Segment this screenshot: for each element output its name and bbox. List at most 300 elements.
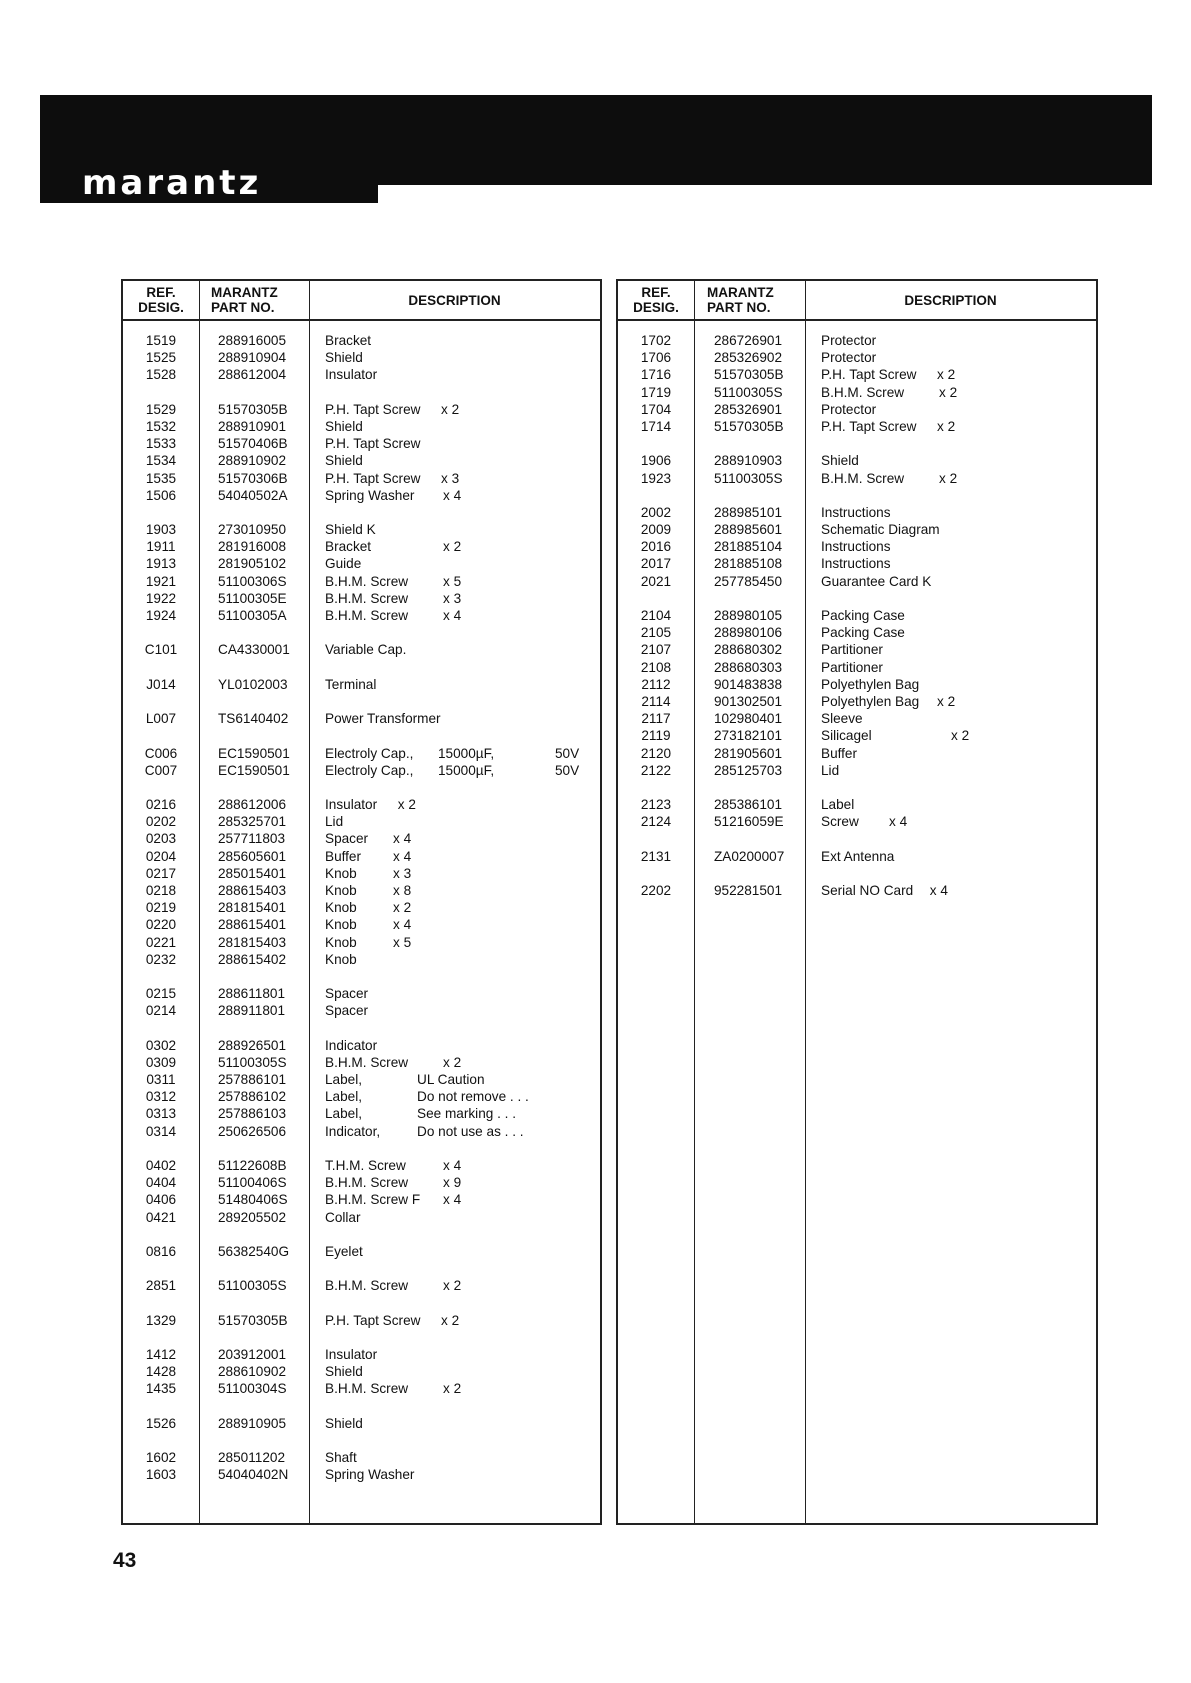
ref-desig: 2107 bbox=[640, 642, 672, 658]
part-no: 51480406S bbox=[218, 1192, 288, 1208]
description: Collar bbox=[325, 1209, 361, 1225]
ref-desig: 0816 bbox=[145, 1243, 177, 1259]
part-no: 51570305B bbox=[714, 367, 784, 383]
ref-desig: 1412 bbox=[145, 1347, 177, 1363]
ref-desig: 1702 bbox=[640, 333, 672, 348]
ref-desig: 1435 bbox=[145, 1381, 177, 1397]
description: Bracket bbox=[325, 539, 372, 555]
table-row bbox=[123, 745, 600, 762]
part-no: 51122608B bbox=[218, 1158, 287, 1173]
table-row bbox=[123, 641, 600, 658]
quantity: x 2 bbox=[443, 1054, 462, 1070]
table-row bbox=[123, 813, 600, 830]
part-no: 51100305S bbox=[714, 470, 783, 486]
table-row bbox=[123, 1002, 600, 1019]
ref-desig: 2021 bbox=[640, 573, 672, 589]
table-row bbox=[123, 349, 600, 366]
description: Indicator, bbox=[325, 1123, 381, 1139]
quantity: x 2 bbox=[443, 1278, 462, 1294]
ref-desig: 2114 bbox=[641, 693, 671, 709]
description: Insulator bbox=[325, 1347, 378, 1363]
description: B.H.M. Screw bbox=[325, 1381, 409, 1397]
spacer-row bbox=[123, 1020, 600, 1037]
ref-desig: 0402 bbox=[145, 1158, 177, 1173]
ref-desig: C006 bbox=[144, 745, 178, 761]
description: P.H. Tapt Screw bbox=[325, 436, 421, 452]
table-row bbox=[618, 555, 1096, 572]
description: Terminal bbox=[325, 676, 377, 692]
part-no: 285125703 bbox=[714, 762, 783, 778]
table-row bbox=[123, 1174, 600, 1191]
ref-desig: 1911 bbox=[146, 539, 176, 555]
part-no: 102980401 bbox=[714, 711, 783, 727]
part-no: 288985601 bbox=[714, 522, 783, 538]
part-no: 288910902 bbox=[218, 453, 287, 469]
part-no: 51100305S bbox=[714, 384, 783, 400]
quantity: x 4 bbox=[393, 831, 412, 847]
table-row bbox=[123, 1449, 600, 1466]
table-row bbox=[123, 1088, 600, 1105]
table-row bbox=[618, 745, 1096, 762]
part-no: 281885108 bbox=[714, 556, 783, 572]
part-no: 285326902 bbox=[714, 350, 783, 366]
parts-rows-right bbox=[618, 332, 1096, 899]
description: B.H.M. Screw bbox=[821, 384, 905, 400]
description: Shield bbox=[325, 1415, 363, 1431]
table-row bbox=[123, 710, 600, 727]
table-row bbox=[123, 1415, 600, 1432]
description-detail: 15000µF, bbox=[438, 745, 495, 761]
part-no: 288926501 bbox=[218, 1037, 287, 1053]
ref-desig: 1535 bbox=[145, 470, 177, 486]
description: B.H.M. Screw bbox=[325, 608, 409, 623]
part-no: 281815401 bbox=[218, 900, 287, 916]
description: B.H.M. Screw bbox=[325, 573, 409, 589]
part-no: TS6140402 bbox=[218, 711, 289, 727]
quantity: x 2 bbox=[397, 797, 416, 813]
description-detail: See marking . . . bbox=[417, 1106, 516, 1122]
description: Protector bbox=[821, 333, 877, 348]
table-row bbox=[618, 470, 1096, 487]
table-row bbox=[123, 1157, 600, 1174]
header-part-no bbox=[707, 285, 774, 315]
part-no: 257886101 bbox=[218, 1072, 287, 1088]
quantity: x 4 bbox=[393, 917, 412, 933]
description: Electroly Cap., bbox=[325, 745, 414, 761]
ref-desig: 1506 bbox=[145, 487, 177, 503]
description: Silicagel bbox=[821, 728, 872, 744]
quantity: x 9 bbox=[443, 1175, 462, 1191]
part-no: 51100304S bbox=[218, 1381, 287, 1397]
spacer-row bbox=[618, 865, 1096, 882]
part-no: YL0102003 bbox=[218, 676, 288, 692]
part-no: 285386101 bbox=[714, 797, 783, 813]
part-no: 56382540G bbox=[218, 1243, 290, 1259]
table-row bbox=[123, 676, 600, 693]
part-no: 51100306S bbox=[218, 573, 287, 589]
table-row bbox=[618, 401, 1096, 418]
spacer-row bbox=[123, 727, 600, 744]
description: P.H. Tapt Screw bbox=[821, 418, 917, 434]
part-no: 288980106 bbox=[714, 625, 783, 641]
table-row bbox=[618, 607, 1096, 624]
ref-desig: 1428 bbox=[145, 1364, 177, 1380]
header-ref-line2: DESIG. bbox=[633, 300, 679, 315]
part-no: 288615403 bbox=[218, 883, 287, 898]
part-no: 288612006 bbox=[218, 797, 287, 813]
header-description: DESCRIPTION bbox=[904, 293, 997, 308]
ref-desig: 0314 bbox=[145, 1123, 177, 1139]
ref-desig: 1603 bbox=[145, 1467, 177, 1483]
spacer-row bbox=[123, 659, 600, 676]
quantity: x 2 bbox=[443, 539, 462, 555]
description: Shield K bbox=[325, 522, 376, 538]
part-no: 288615402 bbox=[218, 951, 287, 967]
part-no: 281905601 bbox=[714, 745, 783, 761]
part-no: 285326901 bbox=[714, 401, 783, 417]
ref-desig: 2124 bbox=[640, 814, 672, 830]
ref-desig: 0313 bbox=[145, 1106, 177, 1122]
part-no: 51100305S bbox=[218, 1054, 287, 1070]
ref-desig: 2108 bbox=[640, 659, 672, 675]
part-no: 203912001 bbox=[218, 1347, 287, 1363]
table-row bbox=[123, 555, 600, 572]
spacer-row bbox=[123, 693, 600, 710]
table-row bbox=[618, 332, 1096, 349]
ref-desig: 0406 bbox=[145, 1192, 177, 1208]
quantity: x 2 bbox=[393, 900, 412, 916]
description: Partitioner bbox=[821, 659, 883, 675]
quantity: x 2 bbox=[939, 470, 958, 486]
table-row bbox=[123, 1054, 600, 1071]
part-no: 51570305B bbox=[714, 418, 784, 434]
table-row bbox=[123, 1243, 600, 1260]
header-part-line2: PART NO. bbox=[211, 300, 275, 315]
quantity: x 4 bbox=[443, 1158, 462, 1173]
description: Knob bbox=[325, 917, 357, 933]
table-row bbox=[618, 693, 1096, 710]
ref-desig: 1921 bbox=[145, 573, 177, 589]
quantity: x 2 bbox=[951, 728, 970, 744]
header-part-line2: PART NO. bbox=[707, 300, 771, 315]
ref-desig: L007 bbox=[145, 711, 177, 727]
spacer-row bbox=[123, 624, 600, 641]
spacer-row bbox=[123, 1260, 600, 1277]
description: B.H.M. Screw bbox=[325, 1054, 409, 1070]
quantity: x 3 bbox=[443, 590, 462, 606]
ref-desig: 2016 bbox=[640, 539, 672, 555]
description: Label, bbox=[325, 1106, 363, 1122]
ref-desig: 2104 bbox=[640, 608, 672, 623]
part-no: 257785450 bbox=[714, 573, 783, 589]
part-no: EC1590501 bbox=[218, 762, 290, 778]
part-no: 51570306B bbox=[218, 470, 288, 486]
header-part-line1: MARANTZ bbox=[707, 285, 774, 300]
spacer-row bbox=[123, 968, 600, 985]
description: Knob bbox=[325, 934, 357, 950]
ref-desig: 1329 bbox=[145, 1312, 177, 1328]
spacer-row bbox=[123, 1432, 600, 1449]
spacer-row bbox=[123, 1329, 600, 1346]
description: Knob bbox=[325, 865, 357, 881]
spacer-row bbox=[618, 487, 1096, 504]
description: B.H.M. Screw bbox=[325, 590, 409, 606]
ref-desig: 0232 bbox=[145, 951, 177, 967]
ref-desig: 1922 bbox=[145, 590, 177, 606]
description: Protector bbox=[821, 401, 877, 417]
table-row bbox=[618, 641, 1096, 658]
description: Bracket bbox=[325, 333, 372, 348]
spacer-row bbox=[123, 779, 600, 796]
ref-desig: 0309 bbox=[145, 1054, 177, 1070]
ref-desig: 0220 bbox=[145, 917, 177, 933]
ref-desig: C007 bbox=[144, 762, 178, 778]
ref-desig: 0217 bbox=[145, 865, 177, 881]
table-row bbox=[618, 573, 1096, 590]
header-ref-line1: REF. bbox=[641, 285, 671, 300]
table-row bbox=[123, 830, 600, 847]
quantity: x 4 bbox=[443, 608, 462, 623]
description: P.H. Tapt Screw bbox=[821, 367, 917, 383]
table-row bbox=[618, 710, 1096, 727]
table-row bbox=[123, 607, 600, 624]
spacer-row bbox=[618, 830, 1096, 847]
ref-desig: 0204 bbox=[145, 848, 177, 864]
description: Instructions bbox=[821, 539, 891, 555]
ref-desig: 0216 bbox=[145, 797, 177, 813]
description: Sleeve bbox=[821, 711, 863, 727]
ref-desig: 2009 bbox=[640, 522, 672, 538]
part-no: 257886103 bbox=[218, 1106, 287, 1122]
quantity: x 2 bbox=[937, 367, 956, 383]
table-row bbox=[618, 727, 1096, 744]
ref-desig: 1532 bbox=[145, 418, 177, 434]
table-row bbox=[618, 882, 1096, 899]
table-row bbox=[123, 1346, 600, 1363]
table-row bbox=[123, 1123, 600, 1140]
table-row bbox=[618, 538, 1096, 555]
spacer-row bbox=[618, 435, 1096, 452]
description: T.H.M. Screw bbox=[325, 1158, 406, 1173]
ref-desig: 0221 bbox=[145, 934, 177, 950]
part-no: 51100305A bbox=[218, 608, 287, 623]
ref-desig: 2851 bbox=[145, 1278, 177, 1294]
part-no: 288910904 bbox=[218, 350, 287, 366]
ref-desig: 1525 bbox=[145, 350, 177, 366]
description-detail: Do not remove . . . bbox=[417, 1089, 529, 1105]
description: Ext Antenna bbox=[821, 848, 895, 864]
part-no: 51570406B bbox=[218, 436, 288, 452]
description-detail: UL Caution bbox=[417, 1072, 485, 1088]
description: Buffer bbox=[821, 745, 858, 761]
description: Lid bbox=[325, 814, 344, 830]
part-no: 281815403 bbox=[218, 934, 287, 950]
table-row bbox=[618, 504, 1096, 521]
header-ref-line2: DESIG. bbox=[138, 300, 184, 315]
description: Guarantee Card K bbox=[821, 573, 932, 589]
part-no: 281885104 bbox=[714, 539, 783, 555]
table-row bbox=[123, 1209, 600, 1226]
ref-desig: 1529 bbox=[145, 401, 177, 417]
quantity: x 3 bbox=[441, 470, 460, 486]
ref-desig: 2202 bbox=[640, 883, 672, 898]
quantity: x 8 bbox=[393, 883, 412, 898]
part-no: 288612004 bbox=[218, 367, 287, 383]
ref-desig: 1528 bbox=[145, 367, 177, 383]
voltage-rating: 50V bbox=[555, 745, 580, 761]
part-no: 288985101 bbox=[714, 504, 783, 520]
description: Indicator bbox=[325, 1037, 378, 1053]
header-divider bbox=[123, 319, 600, 321]
part-no: 257886102 bbox=[218, 1089, 287, 1105]
header-description: DESCRIPTION bbox=[408, 293, 501, 308]
description: Knob bbox=[325, 883, 357, 898]
part-no: 54040402N bbox=[218, 1467, 289, 1483]
table-row bbox=[618, 813, 1096, 830]
table-row bbox=[618, 521, 1096, 538]
description-detail: 15000µF, bbox=[438, 762, 495, 778]
description: Shield bbox=[821, 453, 859, 469]
part-no: ZA0200007 bbox=[714, 848, 785, 864]
description: B.H.M. Screw bbox=[821, 470, 905, 486]
quantity: x 2 bbox=[939, 384, 958, 400]
quantity: x 4 bbox=[393, 848, 412, 864]
description: Label, bbox=[325, 1072, 363, 1088]
table-row bbox=[618, 452, 1096, 469]
header-part-no bbox=[211, 285, 278, 315]
header-divider bbox=[618, 319, 1096, 321]
description: Shaft bbox=[325, 1450, 357, 1466]
table-row bbox=[618, 349, 1096, 366]
description: Spring Washer bbox=[325, 1467, 415, 1483]
table-row bbox=[123, 1363, 600, 1380]
description: Knob bbox=[325, 900, 357, 916]
table-row bbox=[123, 951, 600, 968]
description: B.H.M. Screw bbox=[325, 1278, 409, 1294]
table-row bbox=[123, 796, 600, 813]
ref-desig: 1519 bbox=[145, 333, 177, 348]
description: Screw bbox=[821, 814, 859, 830]
quantity: x 5 bbox=[443, 573, 462, 589]
description: Label, bbox=[325, 1089, 363, 1105]
ref-desig: 1706 bbox=[640, 350, 672, 366]
table-row bbox=[618, 659, 1096, 676]
description: Shield bbox=[325, 1364, 363, 1380]
header-part-line1: MARANTZ bbox=[211, 285, 278, 300]
part-no: 285015401 bbox=[218, 865, 287, 881]
part-no: 273010950 bbox=[218, 522, 287, 538]
table-row bbox=[123, 1312, 600, 1329]
ref-desig: 1534 bbox=[145, 453, 177, 469]
table-row bbox=[123, 934, 600, 951]
ref-desig: 1903 bbox=[145, 522, 177, 538]
part-no: 288916005 bbox=[218, 333, 287, 348]
spacer-row bbox=[123, 1226, 600, 1243]
description: Guide bbox=[325, 556, 362, 572]
ref-desig: 0311 bbox=[146, 1072, 176, 1088]
part-no: 250626506 bbox=[218, 1123, 287, 1139]
ref-desig: 2117 bbox=[641, 711, 671, 727]
ref-desig: 0219 bbox=[145, 900, 177, 916]
description: B.H.M. Screw bbox=[325, 1175, 409, 1191]
table-row bbox=[618, 676, 1096, 693]
spacer-row bbox=[123, 384, 600, 401]
quantity: x 4 bbox=[443, 487, 462, 503]
ref-desig: 1906 bbox=[640, 453, 672, 469]
part-no: 273182101 bbox=[714, 728, 783, 744]
ref-desig: 0218 bbox=[145, 883, 177, 898]
table-row bbox=[618, 796, 1096, 813]
table-row bbox=[123, 899, 600, 916]
table-row bbox=[123, 1037, 600, 1054]
ref-desig: 1719 bbox=[640, 384, 672, 400]
table-row bbox=[123, 452, 600, 469]
quantity: x 4 bbox=[443, 1192, 462, 1208]
part-no: 51100305S bbox=[218, 1278, 287, 1294]
description: Lid bbox=[821, 762, 840, 778]
part-no: 285011202 bbox=[218, 1450, 286, 1466]
ref-desig: 0215 bbox=[145, 986, 177, 1002]
part-no: 952281501 bbox=[714, 883, 783, 898]
table-row bbox=[618, 624, 1096, 641]
part-no: 286726901 bbox=[714, 333, 783, 348]
quantity: x 2 bbox=[441, 1312, 460, 1328]
description: Insulator bbox=[325, 367, 378, 383]
ref-desig: 0302 bbox=[145, 1037, 177, 1053]
table-row bbox=[123, 1277, 600, 1294]
description: B.H.M. Screw F bbox=[325, 1192, 421, 1208]
ref-desig: 2017 bbox=[640, 556, 672, 572]
part-no: 285325701 bbox=[218, 814, 287, 830]
spacer-row bbox=[618, 590, 1096, 607]
description: P.H. Tapt Screw bbox=[325, 1312, 421, 1328]
table-row bbox=[123, 1105, 600, 1122]
table-row bbox=[123, 985, 600, 1002]
header-banner-notch bbox=[378, 185, 1152, 203]
description: Instructions bbox=[821, 556, 891, 572]
table-row bbox=[618, 366, 1096, 383]
quantity: x 4 bbox=[929, 883, 948, 898]
description: Partitioner bbox=[821, 642, 883, 658]
part-no: 54040502A bbox=[218, 487, 288, 503]
table-row bbox=[123, 1380, 600, 1397]
header-ref-line1: REF. bbox=[146, 285, 176, 300]
part-no: 281905102 bbox=[218, 556, 287, 572]
description: Polyethylen Bag bbox=[821, 676, 920, 692]
description: P.H. Tapt Screw bbox=[325, 401, 421, 417]
description: P.H. Tapt Screw bbox=[325, 470, 421, 486]
page-number: 43 bbox=[113, 1549, 137, 1572]
part-no: EC1590501 bbox=[218, 745, 290, 761]
quantity: x 4 bbox=[889, 814, 908, 830]
description: Shield bbox=[325, 453, 363, 469]
part-no: 289205502 bbox=[218, 1209, 287, 1225]
description: Schematic Diagram bbox=[821, 522, 940, 538]
table-row bbox=[123, 882, 600, 899]
description: Spacer bbox=[325, 986, 369, 1002]
part-no: 51100406S bbox=[218, 1175, 287, 1191]
parts-rows-left bbox=[123, 332, 600, 1484]
spacer-row bbox=[123, 504, 600, 521]
table-row bbox=[123, 1071, 600, 1088]
spacer-row bbox=[123, 1398, 600, 1415]
table-row bbox=[618, 384, 1096, 401]
description: Knob bbox=[325, 951, 357, 967]
spacer-row bbox=[123, 1295, 600, 1312]
table-row bbox=[123, 573, 600, 590]
ref-desig: 0312 bbox=[145, 1089, 177, 1105]
table-row bbox=[123, 435, 600, 452]
